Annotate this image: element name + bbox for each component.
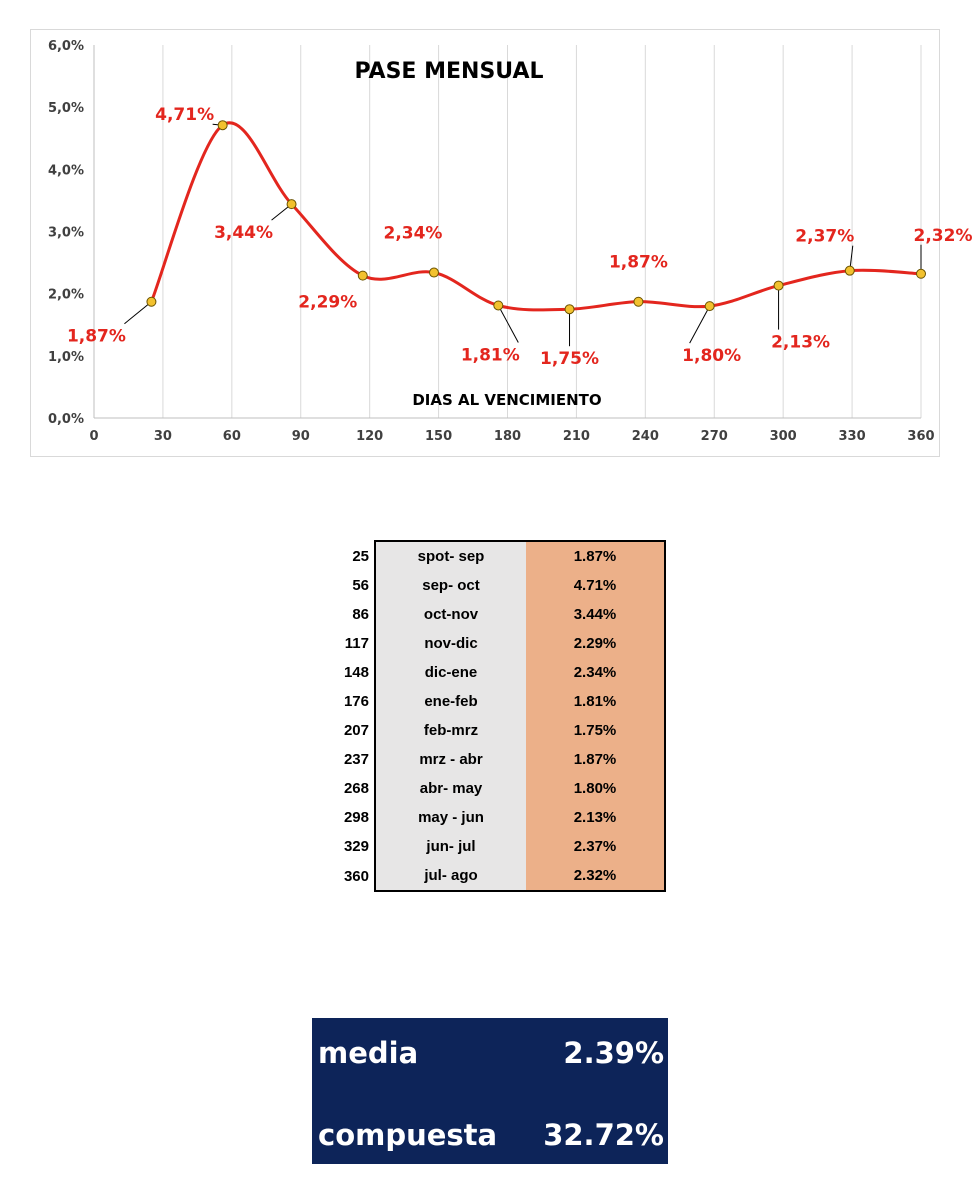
data-point [287, 200, 296, 209]
chart-canvas [31, 30, 973, 458]
days-cell: 298 [343, 809, 369, 826]
y-tick-label: 6,0% [47, 39, 84, 54]
rates-table [305, 540, 666, 892]
rate-cell: 2.13% [526, 803, 665, 832]
y-tick-label: 3,0% [47, 225, 84, 241]
days-cell: 25 [352, 547, 369, 565]
period-cell: spot- sep [375, 541, 526, 571]
data-point [845, 266, 854, 275]
data-point [634, 297, 643, 306]
x-tick-label: 330 [838, 429, 866, 444]
table-row [305, 571, 665, 600]
period-cell: nov-dic [375, 629, 526, 658]
period-cell: dic-ene [375, 658, 526, 687]
data-point [358, 271, 367, 280]
data-labels [67, 105, 973, 369]
x-tick-label: 300 [769, 429, 797, 444]
table-row [305, 687, 665, 716]
rate-cell: 1.87% [526, 541, 665, 571]
data-label: 2,34% [383, 223, 443, 244]
data-point [218, 121, 227, 130]
data-label: 1,75% [540, 349, 600, 370]
x-tick-label: 360 [907, 429, 935, 444]
data-label: 3,44% [214, 223, 274, 244]
period-cell: jun- jul [375, 832, 526, 861]
data-label: 1,80% [682, 346, 742, 367]
data-label: 4,71% [155, 105, 215, 126]
x-tick-label: 240 [631, 429, 659, 444]
media-label: media [318, 1036, 419, 1070]
period-cell: abr- may [375, 774, 526, 803]
data-point [147, 297, 156, 306]
period-cell: mrz - abr [375, 745, 526, 774]
table-row [305, 745, 665, 774]
data-label: 2,32% [913, 225, 973, 246]
rate-cell: 3.44% [526, 600, 665, 629]
x-tick-label: 180 [493, 429, 522, 444]
table-row [305, 658, 665, 687]
line-chart [30, 29, 973, 457]
data-label: 2,37% [795, 226, 855, 247]
rate-cell: 2.29% [526, 629, 665, 658]
label-leader [124, 302, 151, 324]
days-cell: 237 [343, 751, 369, 768]
table-row [305, 541, 665, 571]
x-tick-label: 0 [89, 429, 99, 444]
summary-box [312, 1018, 668, 1164]
x-tick-label: 210 [562, 429, 590, 444]
table-row [305, 629, 665, 658]
days-cell: 117 [344, 635, 369, 652]
series-line [151, 123, 921, 310]
table-row [305, 716, 665, 745]
data-point [429, 268, 438, 277]
y-tick-label: 4,0% [47, 163, 84, 179]
days-cell: 176 [343, 693, 369, 710]
table-row [305, 803, 665, 832]
y-tick-label: 1,0% [47, 349, 84, 365]
table-row [305, 861, 665, 891]
y-tick-label: 5,0% [47, 101, 84, 117]
data-point [565, 305, 574, 314]
data-point [774, 281, 783, 290]
period-cell: jul- ago [375, 861, 526, 891]
x-axis-title: DIAS AL VENCIMIENTO [412, 391, 602, 409]
label-leader [690, 306, 710, 343]
table-row [305, 774, 665, 803]
days-cell: 56 [352, 577, 369, 594]
days-cell: 207 [343, 722, 369, 739]
rate-cell: 1.81% [526, 687, 665, 716]
rate-cell: 1.75% [526, 716, 665, 745]
data-point [917, 269, 926, 278]
rate-cell: 1.80% [526, 774, 665, 803]
data-label: 1,81% [460, 345, 520, 366]
period-cell: sep- oct [375, 571, 526, 600]
point-markers [147, 121, 926, 314]
x-tick-label: 270 [700, 429, 728, 444]
table-row [305, 832, 665, 861]
days-cell: 148 [343, 664, 369, 681]
period-cell: oct-nov [375, 600, 526, 629]
rate-cell: 2.32% [526, 861, 665, 891]
y-tick-label: 0,0% [47, 412, 84, 427]
rate-cell: 2.37% [526, 832, 665, 861]
data-label: 2,13% [771, 332, 831, 353]
x-tick-label: 30 [153, 429, 172, 444]
x-tick-label: 90 [291, 429, 310, 444]
period-cell: ene-feb [375, 687, 526, 716]
days-cell: 268 [343, 780, 369, 797]
data-point [705, 302, 714, 311]
x-tick-label: 60 [222, 429, 241, 444]
y-tick-label: 2,0% [47, 287, 84, 303]
label-leader [498, 305, 518, 342]
period-cell: may - jun [375, 803, 526, 832]
x-tick-label: 120 [356, 429, 384, 444]
data-label: 1,87% [66, 326, 126, 347]
period-cell: feb-mrz [375, 716, 526, 745]
days-cell: 360 [343, 867, 369, 885]
rate-cell: 4.71% [526, 571, 665, 600]
series-path [151, 123, 921, 310]
data-label: 1,87% [608, 252, 668, 273]
days-cell: 329 [343, 838, 369, 855]
table-row [305, 600, 665, 629]
rate-cell: 2.34% [526, 658, 665, 687]
data-label: 2,29% [298, 292, 358, 313]
chart-title: PASE MENSUAL [354, 59, 544, 84]
media-value: 2.39% [563, 1036, 664, 1070]
data-point [494, 301, 503, 310]
x-tick-label: 150 [425, 429, 453, 444]
compuesta-label: compuesta [318, 1118, 498, 1152]
rate-cell: 1.87% [526, 745, 665, 774]
days-cell: 86 [352, 606, 369, 623]
compuesta-value: 32.72% [543, 1118, 664, 1152]
